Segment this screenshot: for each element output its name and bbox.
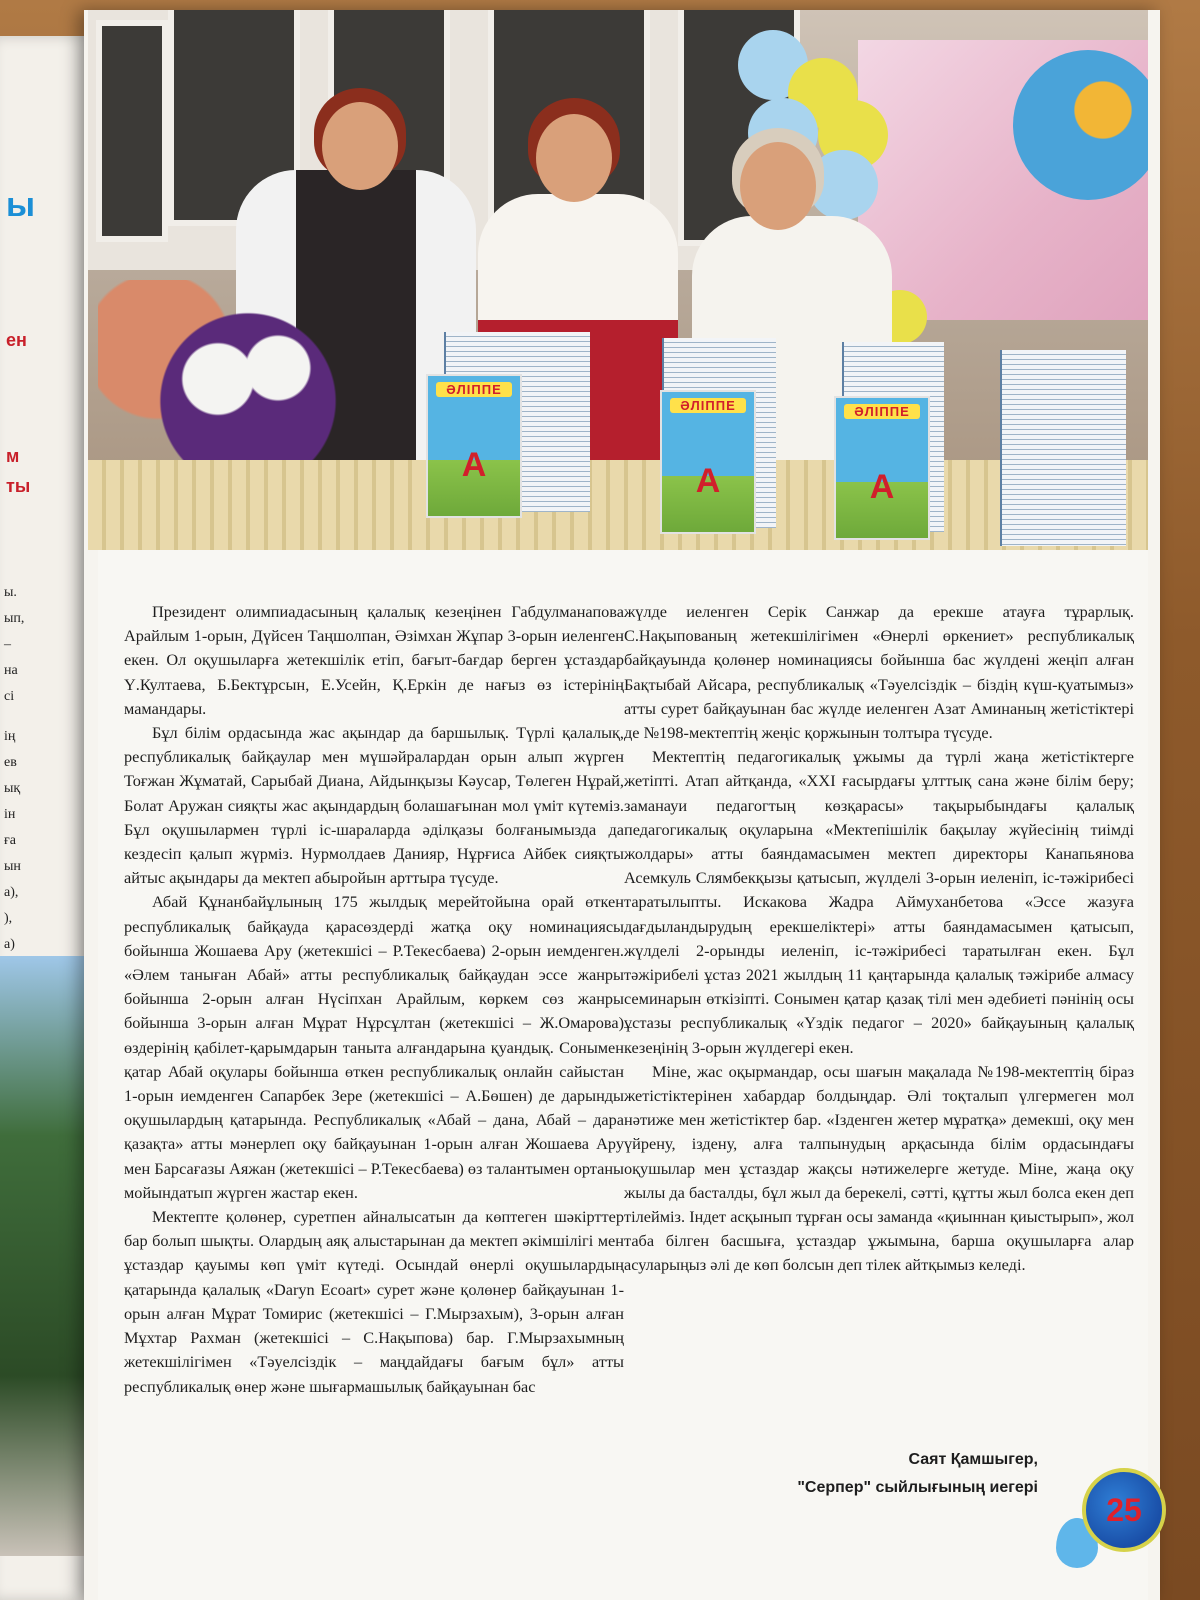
- person-face: [536, 114, 612, 202]
- event-photo: [88, 10, 1148, 550]
- alphabet-book: [660, 390, 756, 534]
- article-paragraph: Абай Құнанбайұлының 175 жылдық мерейтойына орай өткен республикалық байқауда қарасөздерді жатқа оқу номинациясы бойынша Жошаева Ару (жетекшісі – Р.Текесбаева) 2-орын иемденген. «Әлем таныған Абай» атты республикалық байқаудан эссе жанры бойынша 2-орын алған Нүсіпхан Арайлым, көркем сөз жанры бойынша 3-орын алған Мұрат Нұрсұлтан (жетекшісі – Ж.Омарова) өздерінің қабілет-қарымдарын таныта алғандарына қуандық. Сонымен қатар Абай оқулары бойынша өткен республикалық онлайн сайыстан 1-орын иемденген Сапарбек Зере (жетекшісі – А.Бөшен) де дарынды оқушылардың қатарында. Республикалық «Абай – дана, Абай – дара қазақта» атты мәнерлеп оқу байқауынан 1-орын алған Жошаева Ару мен Барсағазы Аяжан (жетекшісі – Р.Текесбаева) өз талантымен ортаны мойындатып жүрген жастар екен.: [124, 892, 624, 1202]
- book-stack: [1000, 350, 1126, 546]
- left-page-text-fragment: на: [4, 663, 18, 678]
- article-column-right: [624, 600, 1134, 1278]
- magazine-page: [84, 10, 1160, 1600]
- left-page-text-fragment: ев: [4, 755, 17, 770]
- left-page-red-fragment: м: [6, 446, 20, 466]
- book-title: ӘЛІППЕ: [844, 404, 920, 419]
- left-page-photo: [0, 956, 92, 1556]
- author-name: Саят Қамшыгер,: [908, 1451, 1038, 1468]
- article-body: [98, 550, 1148, 1600]
- left-page-text-fragment: –: [4, 637, 11, 652]
- left-page-text-fragment: ін: [4, 807, 16, 822]
- left-page-text-fragment: ),: [4, 911, 13, 926]
- left-page-text-fragment: а): [4, 937, 15, 952]
- left-page-text-fragment: ің: [4, 729, 16, 744]
- book-letter: А: [695, 462, 721, 500]
- article-column-left: [124, 600, 624, 1399]
- person-face: [740, 142, 816, 230]
- left-page-text-fragment: ық: [4, 781, 21, 796]
- alphabet-book: [426, 374, 522, 518]
- book-letter: А: [869, 468, 895, 506]
- book-title: ӘЛІППЕ: [436, 382, 512, 397]
- left-page-red-fragment: ты: [6, 476, 31, 496]
- left-page-red-fragment: ен: [6, 330, 27, 350]
- left-page-heading-fragment: ы: [6, 186, 36, 224]
- book-title: ӘЛІППЕ: [670, 398, 746, 413]
- left-page-text-fragment: ын: [4, 859, 21, 874]
- article-paragraph: Бұл білім ордасында жас ақындар да баршылық. Түрлі қалалық, республикалық байқаулар мен мүшәйралардан орын алып жүрген Тоғжан Жұматай, Сарыбай Диана, Айдынқызы Кәусар, Төлеген Нұрай, Болат Аружан сияқты жас ақындардың болашағынан мол үміт күтеміз. Бұл оқушылармен түрлі іс-шараларда әділқазы болғанымызда да кездесіп қалып жүрміз. Нурмолдаев Данияр, Нұрғиса Айбек сияқты айтыс ақындары да мектеп абыройын арттыра түсуде.: [124, 723, 624, 888]
- tablecloth: [88, 460, 1148, 550]
- article-paragraph: Президент олимпиадасының қалалық кезеңінен Габдулманапова Арайлым 1-орын, Дүйсен Таңшолпан, Әзімхан Жұпар 3-орын иеленген екен. Ол оқушыларға жетекшілік етіп, бағыт-бағдар берген ұстаздар Ү.Култаева, Б.Бектұрсын, Е.Усейн, Қ.Еркін де нағыз өз істерінің мамандары.: [124, 602, 624, 718]
- article-paragraph: Мектепте қолөнер, суретпен айналысатын да көптеген шәкірттер бар болып шықты. Олардың аяқ алыстарынан да мектеп әкімшілігі мен ұстаздар қауымы көп үміт күтеді. Осындай өнерлі оқушылардың қатарында қалалық «Daryn Ecoart» сурет және қолөнер байқауынан 1-орын алған Мұрат Томирис (жетекшісі – Г.Мырзахым), 3-орын алған Мұхтар Рахман (жетекшісі – С.Нақыпова) бар. Г.Мырзахымның жетекшілігімен «Тәуелсіздік – маңдайдағы бағым бұл» атты республикалық өнер және шығармашылық байқауынан бас: [124, 1207, 624, 1396]
- page-number: 25: [1082, 1468, 1166, 1552]
- left-page-text-fragment: а),: [4, 885, 19, 900]
- book-letter: А: [461, 446, 487, 484]
- left-page-text-fragment: ы.: [4, 585, 17, 600]
- left-page-text-fragment: ып,: [4, 611, 25, 626]
- window: [96, 20, 168, 242]
- article-paragraph: жүлде иеленген Серік Санжар да ерекше атауға тұрарлық. С.Нақыпованың жетекшілігімен «Өнерлі өркениет» республикалық байқауында қолөнер номинациясы бойынша бас жүлдені жеңіп алған Бақтыбай Айсара, республикалық «Тәуелсіздік – біздің күш-қуатымыз» атты сурет байқауынан бас жүлде иеленген Азат Аминаның жетістіктері де №198-мектептің жеңіс қоржынын толтыра түсуде.: [624, 602, 1134, 743]
- person-face: [322, 102, 398, 190]
- left-page-text-fragment: сі: [4, 689, 15, 704]
- left-page-text-fragment: ға: [4, 833, 16, 848]
- article-paragraph: Мектептің педагогикалық ұжымы да түрлі жаңа жетістіктерге жетіпті. Атап айтқанда, «XXI ғасырдағы ұлттық сана және білім беру; заманауи педагогтың көзқарасы» тақырыбындағы қалалық педагогикалық оқуларына «Мектепішілік бақылау жүйесінің тиімді жолдары» атты баяндамасымен мектеп директоры Канапьянова Асемкуль Слямбекқызы қатысып, жүлделі 3-орын иеленіп, іс-тәжірибесі таратылыпты. Искакова Жадра Аймуханбетова «Эссе жазуға дағдыландырудың ерекшеліктері» атты баяндамасымен қатысып, жүлделі 2-орынды иеленіп, іс-тәжірибесі таратылған екен. Бұл тәжірибелі ұстаз 2021 жылдың 11 қаңтарында қалалық тәжірибе алмасу семинарын өткізіпті. Сонымен қатар қазақ тілі мен әдебиеті пәнінің осы ұстазы республикалық «Үздік педагог – 2020» байқауының қалалық кезеңінің 3-орын жүлдегері екен.: [624, 747, 1134, 1057]
- alphabet-book: [834, 396, 930, 540]
- article-paragraph: Міне, жас оқырмандар, осы шағын мақалада №198-мектептің біраз жетістіктерінен хабардар болдыңдар. Әлі тоқталып үлгермеген мол нәтиже мен жетістіктер бар. «Ізденген жетер мұратқа» демекші, оқу мен үйрену, іздену, алға талпынудың арқасында білім ордасындағы оқушылар мен ұстаздар жақсы нәтижелерге жетуде. Міне, жаңа оқу жылы да басталды, бұл жыл да берекелі, сәтті, құтты жыл болса екен деп тілейміз. Індет асқынып тұрған осы заманда «қиыннан қиыстырып», жол таба білген басшыға, ұстаздар ұжымына, барша оқушыларға алар асуларыңыз әлі де көп болсын деп тілек айтқымыз келеді.: [624, 1061, 1134, 1275]
- author-signature: [624, 1446, 1038, 1502]
- left-facing-page: [0, 36, 93, 1600]
- author-title: "Серпер" сыйлығының иегері: [797, 1479, 1038, 1496]
